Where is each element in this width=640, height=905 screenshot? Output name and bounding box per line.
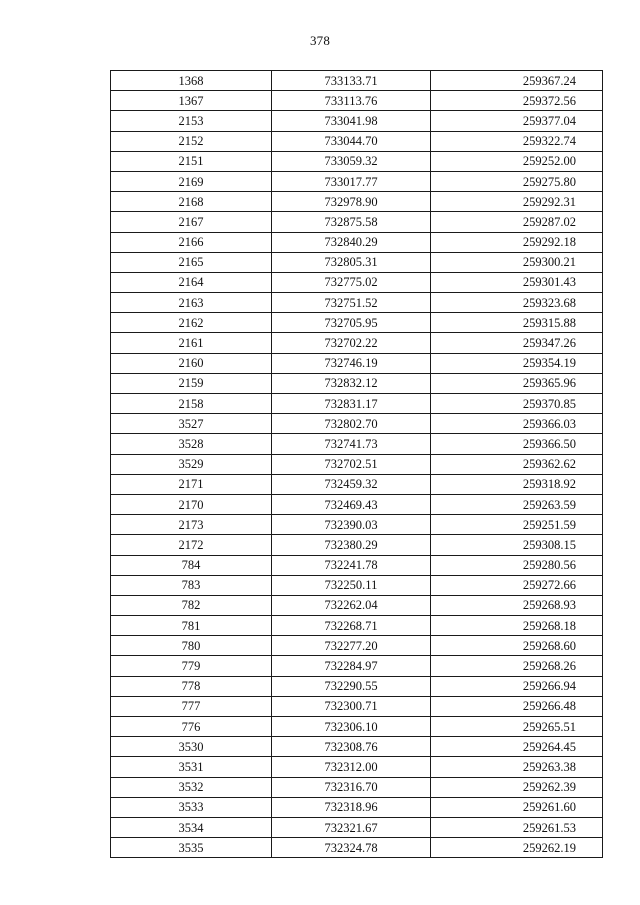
y-coordinate-cell: 259252.00 bbox=[431, 151, 603, 171]
table-row bbox=[111, 717, 603, 737]
y-coordinate-cell: 259264.45 bbox=[431, 737, 603, 757]
table-row bbox=[111, 252, 603, 272]
point-number-cell: 2163 bbox=[111, 293, 272, 313]
y-coordinate-cell: 259347.26 bbox=[431, 333, 603, 353]
table-row bbox=[111, 696, 603, 716]
y-coordinate-cell: 259275.80 bbox=[431, 171, 603, 191]
y-coordinate-cell: 259292.18 bbox=[431, 232, 603, 252]
y-coordinate-cell: 259370.85 bbox=[431, 394, 603, 414]
table-row bbox=[111, 293, 603, 313]
table-row bbox=[111, 454, 603, 474]
y-coordinate-cell: 259323.68 bbox=[431, 293, 603, 313]
table-row bbox=[111, 71, 603, 91]
point-number-cell: 2169 bbox=[111, 171, 272, 191]
point-number-cell: 778 bbox=[111, 676, 272, 696]
point-number-cell: 2161 bbox=[111, 333, 272, 353]
point-number-cell: 3529 bbox=[111, 454, 272, 474]
y-coordinate-cell: 259366.50 bbox=[431, 434, 603, 454]
x-coordinate-cell: 732705.95 bbox=[272, 313, 431, 333]
y-coordinate-cell: 259322.74 bbox=[431, 131, 603, 151]
x-coordinate-cell: 732300.71 bbox=[272, 696, 431, 716]
x-coordinate-cell: 732318.96 bbox=[272, 797, 431, 817]
x-coordinate-cell: 732469.43 bbox=[272, 494, 431, 514]
x-coordinate-cell: 732840.29 bbox=[272, 232, 431, 252]
table-row bbox=[111, 777, 603, 797]
point-number-cell: 784 bbox=[111, 555, 272, 575]
y-coordinate-cell: 259367.24 bbox=[431, 71, 603, 91]
table-row bbox=[111, 757, 603, 777]
point-number-cell: 1367 bbox=[111, 91, 272, 111]
x-coordinate-cell: 732321.67 bbox=[272, 817, 431, 837]
y-coordinate-cell: 259372.56 bbox=[431, 91, 603, 111]
table-row bbox=[111, 838, 603, 858]
y-coordinate-cell: 259266.48 bbox=[431, 696, 603, 716]
point-number-cell: 2151 bbox=[111, 151, 272, 171]
x-coordinate-cell: 732832.12 bbox=[272, 373, 431, 393]
table-row bbox=[111, 192, 603, 212]
y-coordinate-cell: 259268.26 bbox=[431, 656, 603, 676]
y-coordinate-cell: 259280.56 bbox=[431, 555, 603, 575]
table-row bbox=[111, 555, 603, 575]
table-row bbox=[111, 151, 603, 171]
x-coordinate-cell: 732290.55 bbox=[272, 676, 431, 696]
x-coordinate-cell: 733017.77 bbox=[272, 171, 431, 191]
y-coordinate-cell: 259300.21 bbox=[431, 252, 603, 272]
point-number-cell: 3531 bbox=[111, 757, 272, 777]
point-number-cell: 2158 bbox=[111, 394, 272, 414]
coordinates-table bbox=[110, 70, 603, 858]
point-number-cell: 3532 bbox=[111, 777, 272, 797]
table-row bbox=[111, 575, 603, 595]
y-coordinate-cell: 259251.59 bbox=[431, 515, 603, 535]
x-coordinate-cell: 732775.02 bbox=[272, 272, 431, 292]
x-coordinate-cell: 732751.52 bbox=[272, 293, 431, 313]
y-coordinate-cell: 259308.15 bbox=[431, 535, 603, 555]
table-row bbox=[111, 595, 603, 615]
table-row bbox=[111, 676, 603, 696]
point-number-cell: 2172 bbox=[111, 535, 272, 555]
y-coordinate-cell: 259262.19 bbox=[431, 838, 603, 858]
point-number-cell: 2171 bbox=[111, 474, 272, 494]
table-row bbox=[111, 333, 603, 353]
y-coordinate-cell: 259377.04 bbox=[431, 111, 603, 131]
x-coordinate-cell: 733133.71 bbox=[272, 71, 431, 91]
x-coordinate-cell: 732306.10 bbox=[272, 717, 431, 737]
x-coordinate-cell: 732831.17 bbox=[272, 394, 431, 414]
point-number-cell: 777 bbox=[111, 696, 272, 716]
point-number-cell: 783 bbox=[111, 575, 272, 595]
point-number-cell: 2170 bbox=[111, 494, 272, 514]
y-coordinate-cell: 259287.02 bbox=[431, 212, 603, 232]
point-number-cell: 2165 bbox=[111, 252, 272, 272]
table-row bbox=[111, 515, 603, 535]
y-coordinate-cell: 259265.51 bbox=[431, 717, 603, 737]
table-row bbox=[111, 373, 603, 393]
x-coordinate-cell: 732741.73 bbox=[272, 434, 431, 454]
y-coordinate-cell: 259292.31 bbox=[431, 192, 603, 212]
table-row bbox=[111, 171, 603, 191]
table-row bbox=[111, 272, 603, 292]
y-coordinate-cell: 259268.18 bbox=[431, 616, 603, 636]
point-number-cell: 2160 bbox=[111, 353, 272, 373]
point-number-cell: 2173 bbox=[111, 515, 272, 535]
y-coordinate-cell: 259268.60 bbox=[431, 636, 603, 656]
x-coordinate-cell: 732702.51 bbox=[272, 454, 431, 474]
y-coordinate-cell: 259365.96 bbox=[431, 373, 603, 393]
x-coordinate-cell: 732390.03 bbox=[272, 515, 431, 535]
x-coordinate-cell: 732702.22 bbox=[272, 333, 431, 353]
y-coordinate-cell: 259261.60 bbox=[431, 797, 603, 817]
table-row bbox=[111, 313, 603, 333]
y-coordinate-cell: 259362.62 bbox=[431, 454, 603, 474]
x-coordinate-cell: 732312.00 bbox=[272, 757, 431, 777]
y-coordinate-cell: 259261.53 bbox=[431, 817, 603, 837]
y-coordinate-cell: 259272.66 bbox=[431, 575, 603, 595]
x-coordinate-cell: 732324.78 bbox=[272, 838, 431, 858]
x-coordinate-cell: 733041.98 bbox=[272, 111, 431, 131]
y-coordinate-cell: 259266.94 bbox=[431, 676, 603, 696]
x-coordinate-cell: 732380.29 bbox=[272, 535, 431, 555]
point-number-cell: 2159 bbox=[111, 373, 272, 393]
point-number-cell: 2168 bbox=[111, 192, 272, 212]
table-row bbox=[111, 414, 603, 434]
x-coordinate-cell: 732277.20 bbox=[272, 636, 431, 656]
x-coordinate-cell: 733044.70 bbox=[272, 131, 431, 151]
table-row bbox=[111, 636, 603, 656]
table-row bbox=[111, 494, 603, 514]
table-row bbox=[111, 656, 603, 676]
table-row bbox=[111, 817, 603, 837]
table-row bbox=[111, 91, 603, 111]
y-coordinate-cell: 259268.93 bbox=[431, 595, 603, 615]
point-number-cell: 776 bbox=[111, 717, 272, 737]
table-row bbox=[111, 394, 603, 414]
point-number-cell: 780 bbox=[111, 636, 272, 656]
coordinates-table-body bbox=[111, 71, 603, 858]
point-number-cell: 2153 bbox=[111, 111, 272, 131]
point-number-cell: 3533 bbox=[111, 797, 272, 817]
x-coordinate-cell: 732459.32 bbox=[272, 474, 431, 494]
table-row bbox=[111, 797, 603, 817]
y-coordinate-cell: 259262.39 bbox=[431, 777, 603, 797]
x-coordinate-cell: 732802.70 bbox=[272, 414, 431, 434]
point-number-cell: 3527 bbox=[111, 414, 272, 434]
point-number-cell: 1368 bbox=[111, 71, 272, 91]
y-coordinate-cell: 259354.19 bbox=[431, 353, 603, 373]
point-number-cell: 3534 bbox=[111, 817, 272, 837]
y-coordinate-cell: 259315.88 bbox=[431, 313, 603, 333]
y-coordinate-cell: 259318.92 bbox=[431, 474, 603, 494]
x-coordinate-cell: 732308.76 bbox=[272, 737, 431, 757]
point-number-cell: 3528 bbox=[111, 434, 272, 454]
y-coordinate-cell: 259263.59 bbox=[431, 494, 603, 514]
x-coordinate-cell: 732746.19 bbox=[272, 353, 431, 373]
table-row bbox=[111, 111, 603, 131]
page-number: 378 bbox=[309, 33, 331, 48]
y-coordinate-cell: 259366.03 bbox=[431, 414, 603, 434]
point-number-cell: 2164 bbox=[111, 272, 272, 292]
point-number-cell: 779 bbox=[111, 656, 272, 676]
x-coordinate-cell: 732316.70 bbox=[272, 777, 431, 797]
x-coordinate-cell: 732250.11 bbox=[272, 575, 431, 595]
point-number-cell: 2167 bbox=[111, 212, 272, 232]
x-coordinate-cell: 732268.71 bbox=[272, 616, 431, 636]
x-coordinate-cell: 732978.90 bbox=[272, 192, 431, 212]
point-number-cell: 781 bbox=[111, 616, 272, 636]
table-row bbox=[111, 232, 603, 252]
x-coordinate-cell: 732875.58 bbox=[272, 212, 431, 232]
x-coordinate-cell: 732241.78 bbox=[272, 555, 431, 575]
x-coordinate-cell: 732805.31 bbox=[272, 252, 431, 272]
y-coordinate-cell: 259263.38 bbox=[431, 757, 603, 777]
table-row bbox=[111, 131, 603, 151]
x-coordinate-cell: 732262.04 bbox=[272, 595, 431, 615]
point-number-cell: 782 bbox=[111, 595, 272, 615]
x-coordinate-cell: 732284.97 bbox=[272, 656, 431, 676]
table-row bbox=[111, 737, 603, 757]
x-coordinate-cell: 733113.76 bbox=[272, 91, 431, 111]
point-number-cell: 2152 bbox=[111, 131, 272, 151]
table-row bbox=[111, 212, 603, 232]
y-coordinate-cell: 259301.43 bbox=[431, 272, 603, 292]
point-number-cell: 2162 bbox=[111, 313, 272, 333]
table-row bbox=[111, 616, 603, 636]
x-coordinate-cell: 733059.32 bbox=[272, 151, 431, 171]
table-row bbox=[111, 474, 603, 494]
table-row bbox=[111, 434, 603, 454]
point-number-cell: 3530 bbox=[111, 737, 272, 757]
table-row bbox=[111, 353, 603, 373]
point-number-cell: 3535 bbox=[111, 838, 272, 858]
point-number-cell: 2166 bbox=[111, 232, 272, 252]
table-row bbox=[111, 535, 603, 555]
